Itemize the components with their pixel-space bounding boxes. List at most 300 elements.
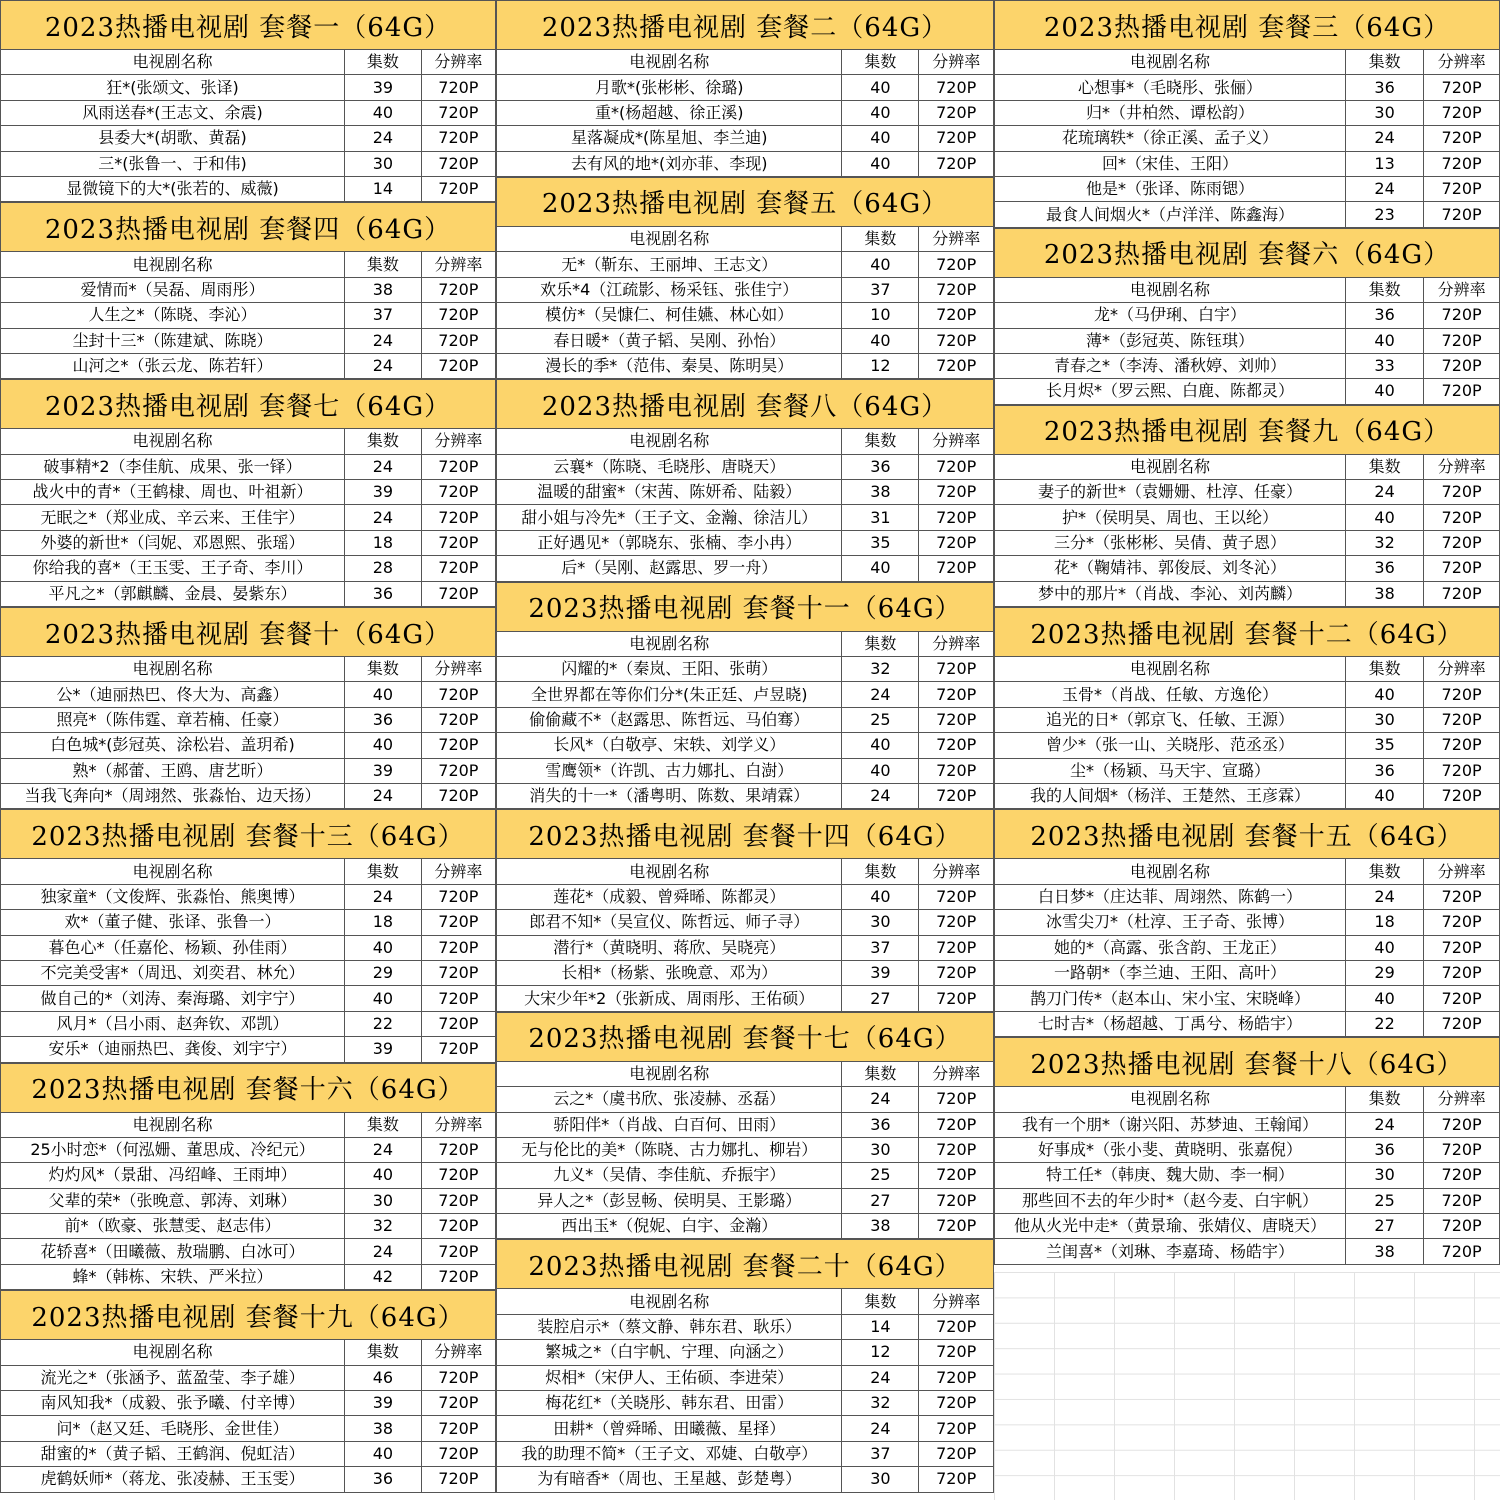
resolution: 720P [1424, 1189, 1500, 1213]
table-row [994, 556, 1500, 581]
resolution: 720P [1424, 126, 1500, 150]
episode-count: 31 [842, 505, 919, 529]
resolution: 720P [422, 733, 496, 757]
table-row [994, 1012, 1500, 1037]
episode-count: 40 [1346, 682, 1424, 706]
package-table [0, 1290, 496, 1492]
table-header-row [994, 657, 1500, 682]
table-row [0, 1189, 496, 1214]
package-table [496, 582, 994, 810]
table-row [0, 505, 496, 530]
episode-count: 36 [1346, 759, 1424, 783]
header-episodes: 集数 [345, 859, 422, 883]
drama-name: 潜行*（黄晓明、蒋欣、吴晓亮） [497, 936, 842, 960]
table-row [994, 759, 1500, 784]
table-header-row [0, 1113, 496, 1138]
episode-count: 27 [1346, 1214, 1424, 1238]
header-resolution: 分辨率 [422, 859, 496, 883]
table-row [496, 759, 994, 784]
table-row [496, 961, 994, 986]
drama-name: 欢*（董子健、张译、张鲁一） [1, 910, 345, 934]
episode-count: 33 [1346, 354, 1424, 378]
table-row [994, 480, 1500, 505]
package-title: 2023热播电视剧 套餐十一（64G） [496, 582, 994, 632]
resolution: 720P [1424, 1138, 1500, 1162]
episode-count: 37 [842, 936, 919, 960]
header-resolution: 分辨率 [1424, 1087, 1500, 1111]
table-row [0, 531, 496, 556]
table-row [496, 354, 994, 379]
table-row [496, 784, 994, 809]
table-header-row [496, 227, 994, 252]
drama-name: 尘封十三*（陈建斌、陈晓） [1, 329, 345, 353]
package-column-right [994, 0, 1500, 1265]
package-table [994, 607, 1500, 809]
drama-name: 无与伦比的美*（陈晓、古力娜扎、柳岩） [497, 1138, 842, 1162]
drama-name: 郎君不知*（吴宣仪、陈哲远、师子寻） [497, 910, 842, 934]
episode-count: 30 [1346, 1163, 1424, 1187]
table-row [496, 278, 994, 303]
drama-name: 好事成*（张小斐、黄晓明、张嘉倪） [995, 1138, 1346, 1162]
episode-count: 12 [842, 354, 919, 378]
drama-name: 妻子的新世*（袁姗姗、杜淳、任豪） [995, 480, 1346, 504]
episode-count: 40 [345, 1163, 422, 1187]
drama-name: 装腔启示*（蔡文静、韩东君、耿乐） [497, 1315, 842, 1339]
episode-count: 42 [345, 1265, 422, 1289]
package-title: 2023热播电视剧 套餐十五（64G） [994, 809, 1500, 859]
table-row [0, 1265, 496, 1290]
header-resolution: 分辨率 [919, 227, 994, 251]
drama-name: 梦中的那片*（肖战、李沁、刘芮麟） [995, 582, 1346, 606]
resolution: 720P [1424, 910, 1500, 934]
episode-count: 24 [842, 1087, 919, 1111]
table-header-row [0, 50, 496, 75]
resolution: 720P [919, 733, 994, 757]
episode-count: 32 [842, 657, 919, 681]
drama-name: 特工任*（韩庚、魏大勋、李一桐） [995, 1163, 1346, 1187]
header-resolution: 分辨率 [422, 50, 496, 74]
package-table [496, 177, 994, 379]
episode-count: 40 [345, 936, 422, 960]
episode-count: 24 [345, 455, 422, 479]
header-name: 电视剧名称 [497, 859, 842, 883]
resolution: 720P [422, 784, 496, 808]
table-row [994, 329, 1500, 354]
header-name: 电视剧名称 [1, 1340, 345, 1364]
table-row [0, 126, 496, 151]
header-name: 电视剧名称 [995, 859, 1346, 883]
resolution: 720P [919, 152, 994, 176]
header-episodes: 集数 [1346, 859, 1424, 883]
drama-name: 欢乐*4（江疏影、杨采钰、张佳宁） [497, 278, 842, 302]
drama-name: 南风知我*（成毅、张予曦、付辛博） [1, 1391, 345, 1415]
table-row [496, 101, 994, 126]
resolution: 720P [422, 354, 496, 378]
resolution: 720P [919, 961, 994, 985]
drama-name: 鹊刀门传*（赵本山、宋小宝、宋晓峰） [995, 986, 1346, 1010]
header-episodes: 集数 [345, 1340, 422, 1364]
drama-name: 长相*（杨紫、张晚意、邓为） [497, 961, 842, 985]
table-row [0, 682, 496, 707]
resolution: 720P [919, 278, 994, 302]
drama-name: 心想事*（毛晓彤、张俪） [995, 75, 1346, 99]
episode-count: 40 [842, 885, 919, 909]
table-row [0, 759, 496, 784]
package-title: 2023热播电视剧 套餐三（64G） [994, 0, 1500, 50]
episode-count: 24 [1346, 885, 1424, 909]
resolution: 720P [919, 1366, 994, 1390]
episode-count: 13 [1346, 152, 1424, 176]
table-row [0, 455, 496, 480]
drama-name: 烬相*（宋伊人、王佑硕、李进荣） [497, 1366, 842, 1390]
episode-count: 40 [842, 126, 919, 150]
episode-count: 39 [345, 1037, 422, 1061]
resolution: 720P [1424, 379, 1500, 403]
header-resolution: 分辨率 [422, 657, 496, 681]
table-row [496, 936, 994, 961]
header-name: 电视剧名称 [995, 657, 1346, 681]
episode-count: 27 [842, 1189, 919, 1213]
drama-name: 熟*（郝蕾、王鸥、唐艺昕） [1, 759, 345, 783]
drama-name: 七时吉*（杨超越、丁禹兮、杨皓宇） [995, 1012, 1346, 1036]
episode-count: 24 [1346, 1113, 1424, 1137]
drama-name: 破事精*2（李佳航、成果、张一铎） [1, 455, 345, 479]
resolution: 720P [919, 505, 994, 529]
package-table [994, 0, 1500, 228]
resolution: 720P [422, 177, 496, 201]
table-row [0, 278, 496, 303]
resolution: 720P [919, 531, 994, 555]
drama-name: 漫长的季*（范伟、秦昊、陈明昊） [497, 354, 842, 378]
table-row [994, 936, 1500, 961]
table-row [994, 708, 1500, 733]
package-table [994, 1037, 1500, 1265]
episode-count: 24 [842, 682, 919, 706]
header-name: 电视剧名称 [497, 50, 842, 74]
package-table [0, 202, 496, 379]
table-row [0, 1467, 496, 1492]
drama-name: 甜蜜的*（黄子韬、王鹤润、倪虹洁） [1, 1442, 345, 1466]
episode-count: 36 [1346, 556, 1424, 580]
episode-count: 36 [842, 455, 919, 479]
drama-name: 三分*（张彬彬、吴倩、黄子恩） [995, 531, 1346, 555]
episode-count: 39 [345, 1391, 422, 1415]
drama-name: 狂*(张颂文、张译) [1, 75, 345, 99]
table-row [496, 1163, 994, 1188]
table-row [0, 1442, 496, 1467]
table-header-row [496, 1289, 994, 1314]
drama-name: 不完美受害*（周迅、刘奕君、林允） [1, 961, 345, 985]
drama-name: 显微镜下的大*(张若的、威薇) [1, 177, 345, 201]
table-row [994, 75, 1500, 100]
drama-name: 照亮*（陈伟霆、章若楠、任豪） [1, 708, 345, 732]
table-row [496, 480, 994, 505]
episode-count: 40 [1346, 329, 1424, 353]
header-episodes: 集数 [842, 859, 919, 883]
resolution: 720P [422, 1138, 496, 1162]
episode-count: 30 [1346, 101, 1424, 125]
table-row [994, 505, 1500, 530]
episode-count: 36 [842, 1113, 919, 1137]
resolution: 720P [919, 480, 994, 504]
resolution: 720P [919, 1442, 994, 1466]
package-table [496, 1239, 994, 1492]
resolution: 720P [422, 1467, 496, 1491]
resolution: 720P [422, 531, 496, 555]
drama-name: 消失的十一*（潘粤明、陈数、果靖霖） [497, 784, 842, 808]
table-row [0, 177, 496, 202]
episode-count: 40 [842, 252, 919, 276]
drama-name: 她的*（高露、张含韵、王龙正） [995, 936, 1346, 960]
resolution: 720P [1424, 75, 1500, 99]
table-row [994, 152, 1500, 177]
package-title: 2023热播电视剧 套餐十二（64G） [994, 607, 1500, 657]
episode-count: 35 [1346, 733, 1424, 757]
drama-name: 那些回不去的年少时*（赵今麦、白宇帆） [995, 1189, 1346, 1213]
package-title: 2023热播电视剧 套餐十八（64G） [994, 1037, 1500, 1087]
episode-count: 39 [345, 759, 422, 783]
resolution: 720P [919, 1416, 994, 1440]
header-resolution: 分辨率 [422, 1113, 496, 1137]
table-row [496, 531, 994, 556]
resolution: 720P [1424, 556, 1500, 580]
package-table [994, 228, 1500, 405]
episode-count: 30 [345, 1189, 422, 1213]
table-row [0, 582, 496, 607]
table-row [994, 379, 1500, 404]
resolution: 720P [422, 303, 496, 327]
header-name: 电视剧名称 [497, 632, 842, 656]
resolution: 720P [422, 1416, 496, 1440]
episode-count: 29 [1346, 961, 1424, 985]
resolution: 720P [422, 152, 496, 176]
table-row [0, 1366, 496, 1391]
drama-name: 白色城*(彭冠英、涂松岩、盖玥希) [1, 733, 345, 757]
episode-count: 24 [345, 354, 422, 378]
resolution: 720P [1424, 480, 1500, 504]
episode-count: 40 [842, 329, 919, 353]
package-table [496, 379, 994, 581]
header-resolution: 分辨率 [1424, 278, 1500, 302]
episode-count: 36 [345, 582, 422, 606]
resolution: 720P [1424, 354, 1500, 378]
drama-name: 冰雪尖刀*（杜淳、王子奇、张博） [995, 910, 1346, 934]
table-row [0, 1163, 496, 1188]
package-table [496, 1012, 994, 1240]
drama-name: 尘*（杨颖、马天宇、宣璐） [995, 759, 1346, 783]
drama-name: 全世界都在等你们分*(朱正廷、卢昱晓) [497, 682, 842, 706]
header-name: 电视剧名称 [497, 1289, 842, 1313]
header-resolution: 分辨率 [1424, 455, 1500, 479]
resolution: 720P [1424, 531, 1500, 555]
header-episodes: 集数 [842, 50, 919, 74]
table-row [496, 1340, 994, 1365]
episode-count: 40 [1346, 505, 1424, 529]
drama-name: 蜂*（韩栋、宋轶、严米拉） [1, 1265, 345, 1289]
table-row [0, 354, 496, 379]
header-episodes: 集数 [842, 429, 919, 453]
table-row [994, 682, 1500, 707]
header-name: 电视剧名称 [995, 1087, 1346, 1111]
resolution: 720P [422, 1012, 496, 1036]
drama-name: 他是*（张译、陈雨锶） [995, 177, 1346, 201]
episode-count: 23 [1346, 202, 1424, 226]
table-row [0, 1416, 496, 1441]
header-episodes: 集数 [842, 1289, 919, 1313]
table-row [0, 152, 496, 177]
resolution: 720P [919, 1163, 994, 1187]
resolution: 720P [919, 303, 994, 327]
header-episodes: 集数 [842, 632, 919, 656]
episode-count: 40 [842, 75, 919, 99]
drama-name: 青春之*（李涛、潘秋婷、刘帅） [995, 354, 1346, 378]
drama-name: 春日暖*（黄子韬、吴刚、孙怡） [497, 329, 842, 353]
resolution: 720P [422, 1366, 496, 1390]
table-row [496, 75, 994, 100]
package-title: 2023热播电视剧 套餐十（64G） [0, 607, 496, 657]
episode-count: 37 [842, 1442, 919, 1466]
empty-spreadsheet-grid [994, 1272, 1500, 1500]
episode-count: 18 [345, 910, 422, 934]
resolution: 720P [919, 885, 994, 909]
table-row [496, 152, 994, 177]
resolution: 720P [1424, 784, 1500, 808]
header-episodes: 集数 [345, 657, 422, 681]
episode-count: 40 [1346, 379, 1424, 403]
package-table [496, 0, 994, 177]
resolution: 720P [1424, 505, 1500, 529]
episode-count: 38 [345, 1416, 422, 1440]
drama-name: 西出玉*（倪妮、白宇、金瀚） [497, 1214, 842, 1238]
table-row [496, 657, 994, 682]
drama-name: 当我飞奔向*（周翊然、张淼怡、边天扬） [1, 784, 345, 808]
table-row [496, 1189, 994, 1214]
drama-name: 山河之*（张云龙、陈若轩） [1, 354, 345, 378]
drama-name: 安乐*（迪丽热巴、龚俊、刘宇宁） [1, 1037, 345, 1061]
episode-count: 36 [345, 1467, 422, 1491]
resolution: 720P [422, 455, 496, 479]
table-row [0, 784, 496, 809]
resolution: 720P [1424, 708, 1500, 732]
table-row [496, 1391, 994, 1416]
table-row [994, 961, 1500, 986]
episode-count: 10 [842, 303, 919, 327]
episode-count: 38 [1346, 1239, 1424, 1263]
package-column-left [0, 0, 496, 1493]
table-row [994, 202, 1500, 227]
resolution: 720P [422, 910, 496, 934]
drama-name: 县委大*(胡歌、黄磊) [1, 126, 345, 150]
table-header-row [496, 50, 994, 75]
drama-name: 偷偷藏不*（赵露思、陈哲远、马伯骞） [497, 708, 842, 732]
drama-name: 追光的日*（郭京飞、任敏、王源） [995, 708, 1346, 732]
package-table [0, 0, 496, 202]
package-title: 2023热播电视剧 套餐十九（64G） [0, 1290, 496, 1340]
episode-count: 24 [842, 1366, 919, 1390]
resolution: 720P [919, 354, 994, 378]
drama-name: 九义*（吴倩、李佳航、乔振宇） [497, 1163, 842, 1187]
table-row [0, 1138, 496, 1163]
episode-count: 36 [1346, 75, 1424, 99]
header-episodes: 集数 [1346, 1087, 1424, 1111]
package-table [994, 405, 1500, 607]
episode-count: 24 [1346, 177, 1424, 201]
resolution: 720P [422, 480, 496, 504]
table-row [496, 505, 994, 530]
drama-name: 甜小姐与冷先*（王子文、金瀚、徐洁儿） [497, 505, 842, 529]
episode-count: 14 [842, 1315, 919, 1339]
drama-name: 三*(张鲁一、于和伟) [1, 152, 345, 176]
drama-name: 花琉璃轶*（徐正溪、孟子义） [995, 126, 1346, 150]
resolution: 720P [1424, 303, 1500, 327]
resolution: 720P [422, 1214, 496, 1238]
resolution: 720P [422, 936, 496, 960]
table-row [0, 733, 496, 758]
episode-count: 22 [345, 1012, 422, 1036]
header-name: 电视剧名称 [1, 429, 345, 453]
episode-count: 35 [842, 531, 919, 555]
table-row [496, 1366, 994, 1391]
episode-count: 30 [842, 1467, 919, 1491]
episode-count: 22 [1346, 1012, 1424, 1036]
episode-count: 36 [1346, 303, 1424, 327]
drama-name: 云襄*（陈晓、毛晓彤、唐晓天） [497, 455, 842, 479]
episode-count: 40 [842, 152, 919, 176]
resolution: 720P [422, 1265, 496, 1289]
episode-count: 30 [842, 910, 919, 934]
drama-name: 为有暗香*（周也、王星越、彭楚粤） [497, 1467, 842, 1491]
episode-count: 39 [842, 961, 919, 985]
resolution: 720P [919, 1391, 994, 1415]
episode-count: 37 [345, 303, 422, 327]
table-header-row [496, 429, 994, 454]
table-row [0, 480, 496, 505]
drama-name: 我有一个朋*（谢兴阳、苏梦迪、王翰闻） [995, 1113, 1346, 1137]
drama-name: 月歌*(张彬彬、徐璐) [497, 75, 842, 99]
table-header-row [496, 1062, 994, 1087]
table-row [496, 910, 994, 935]
episode-count: 40 [1346, 986, 1424, 1010]
table-row [994, 354, 1500, 379]
drama-name: 暮色心*（任嘉伦、杨颖、孙佳雨） [1, 936, 345, 960]
drama-name: 花轿喜*（田曦薇、敖瑞鹏、白冰可） [1, 1239, 345, 1263]
resolution: 720P [422, 682, 496, 706]
header-episodes: 集数 [345, 252, 422, 276]
table-row [994, 733, 1500, 758]
drama-name: 风雨送春*(王志文、余震) [1, 101, 345, 125]
drama-name: 长月烬*（罗云熙、白鹿、陈都灵） [995, 379, 1346, 403]
table-row [496, 1315, 994, 1340]
table-row [496, 986, 994, 1011]
drama-name: 做自己的*（刘涛、秦海璐、刘宇宁） [1, 986, 345, 1010]
header-name: 电视剧名称 [497, 227, 842, 251]
package-table [0, 809, 496, 1062]
header-episodes: 集数 [1346, 278, 1424, 302]
resolution: 720P [919, 556, 994, 580]
package-title: 2023热播电视剧 套餐六（64G） [994, 228, 1500, 278]
resolution: 720P [422, 986, 496, 1010]
resolution: 720P [919, 329, 994, 353]
table-header-row [994, 455, 1500, 480]
header-resolution: 分辨率 [919, 1062, 994, 1086]
episode-count: 24 [345, 885, 422, 909]
drama-name: 公*（迪丽热巴、佟大为、高鑫） [1, 682, 345, 706]
table-row [994, 303, 1500, 328]
drama-name: 独家童*（文俊辉、张淼怡、熊奥博） [1, 885, 345, 909]
drama-name: 正好遇见*（郭晓东、张楠、李小冉） [497, 531, 842, 555]
episode-count: 46 [345, 1366, 422, 1390]
header-resolution: 分辨率 [1424, 50, 1500, 74]
